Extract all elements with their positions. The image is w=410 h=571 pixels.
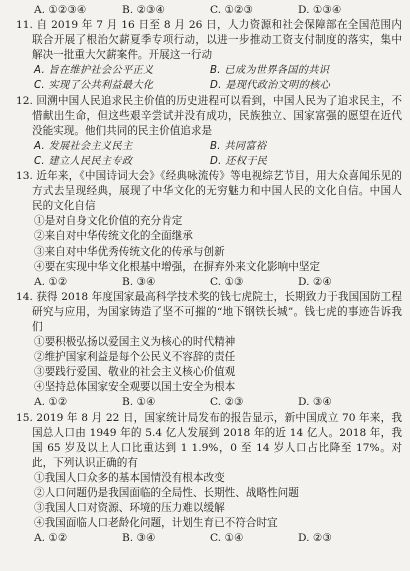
option-b: B. ②③④ [122, 4, 166, 16]
question-options [16, 531, 402, 546]
question-options [16, 275, 402, 290]
option-c: C. ①②③ [210, 4, 253, 16]
question-14 [16, 290, 402, 411]
q10-options [16, 3, 402, 18]
statement-1: ①我国人口众多的基本国情没有根本改变 [34, 471, 225, 484]
statement-1: ①是对自身文化价值的充分肯定 [34, 215, 183, 228]
option-c: C. 建立人民民主专政 [34, 155, 133, 167]
question-options [16, 395, 402, 410]
statement-1: ①要积极弘扬以爱国主义为核心的时代精神 [34, 336, 236, 349]
option-d: D. ②③ [298, 532, 332, 545]
option-d: D. ①③④ [298, 4, 342, 16]
statement-3: ③要践行爱国、敬业的社会主义核心价值观 [34, 366, 236, 379]
statement-2: ②来自对中华传统文化的全面继承 [34, 230, 193, 243]
question-stem: 14. 获得 2018 年度国家最高科学技术奖的钱七虎院士，长期致力于我国国防工程研究与应用，为国家铸造了坚不可摧的“地下钢铁长城”。钱七虎的事迹告诉我们 [16, 290, 402, 333]
option-b: B. 共同富裕 [210, 140, 267, 152]
statement-4: ④我国面临人口老龄化问题，计划生育已不符合时宜 [34, 517, 278, 530]
question-stem: 15. 2019 年 8 月 22 日，国家统计局发布的报告显示，新中国成立 70 年来，我国总人口由 1949 年的 5.4 亿人发展到 2018 年的近 14 亿人。2018 年，我国 65 岁及以上人口比重达到 1 1.9%，0 至 14 岁人口占比降至 17%。对此，下列认识正确的有 [16, 411, 402, 469]
question-stem: 11. 自 2019 年 7 月 16 日至 8 月 26 日，人力资源和社会保障部在全国范围内联合开展了根治欠薪夏季专项行动，以进一步推动工资支付制度的落实，集中解决一批重大欠薪案件。开展这一行动 [16, 19, 402, 62]
option-b: B. 已成为世界各国的共识 [210, 65, 330, 77]
question-stem: 12. 回溯中国人民追求民主价值的历史进程可以看到，中国人民为了追求民主，不惜献出生命，但这些艰辛尝试并没有成功，民族独立、国家富强的愿望在近代没能实现。他们共同的民主价值追求是 [16, 94, 402, 137]
option-b: B. ③④ [122, 532, 156, 545]
question-options [16, 78, 402, 93]
question-13 [16, 169, 402, 290]
option-c: C. ①④ [210, 532, 244, 545]
option-b: B. ③④ [122, 275, 156, 288]
option-a: A. ①② [34, 396, 68, 409]
statement-2: ②维护国家利益是每个公民义不容辞的责任 [34, 351, 236, 364]
option-c: C. ②③ [210, 396, 244, 409]
question-options [16, 63, 402, 78]
question-15 [16, 411, 402, 547]
statement-3: ③来自对中华优秀传统文化的传承与创新 [34, 245, 225, 258]
question-stem: 13. 近年来，《中国诗词大会》《经典咏流传》等电视综艺节目，用大众喜闻乐见的方式去呈现经典，展现了中华文化的无穷魅力和中国人民的文化自信。中国人民的文化自信 [16, 170, 402, 213]
option-d: D. ②④ [298, 275, 332, 288]
question-12 [16, 94, 402, 169]
option-d: D. ③④ [298, 396, 332, 409]
option-b: B. ①④ [122, 396, 156, 409]
statement-2: ②人口问题仍是我国面临的全局性、长期性、战略性问题 [34, 487, 299, 499]
option-d: D. 是现代政治文明的核心 [210, 80, 331, 92]
statement-4: ④要在实现中华文化根基中增强，在摒弃外来文化影响中坚定 [34, 260, 321, 273]
option-a: A. ①②③④ [34, 4, 87, 16]
question-11 [16, 18, 402, 93]
question-options [16, 154, 402, 169]
question-options [16, 139, 402, 154]
option-a: A. 发展社会主义民主 [34, 140, 133, 152]
option-c: C. 实现了公共利益最大化 [34, 80, 154, 92]
option-a: A. ①② [34, 275, 68, 288]
option-c: C. ①③ [210, 275, 244, 288]
option-a: A. 旨在维护社会公平正义 [34, 65, 154, 77]
option-d: D. 还权于民 [210, 155, 268, 167]
statement-4: ④坚持总体国家安全观要以国土安全为根本 [34, 381, 236, 394]
option-a: A. ①② [34, 532, 68, 545]
statement-3: ③我国人口对资源、环境的压力难以缓解 [34, 502, 225, 515]
